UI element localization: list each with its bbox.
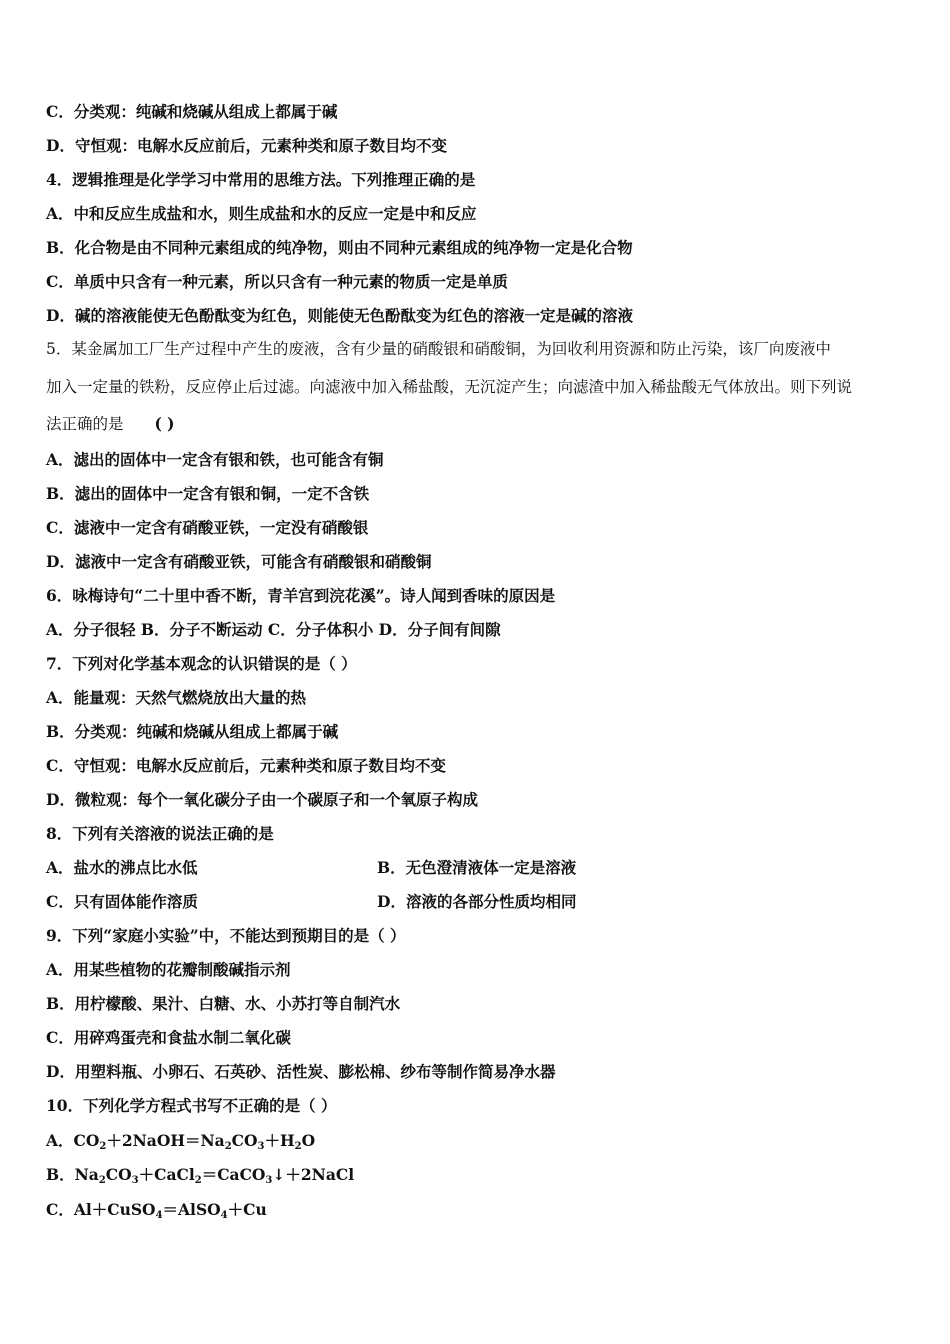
equation-term: ＋Cu [227, 1200, 267, 1219]
equation-term: CO [73, 1131, 100, 1150]
question-9-option-a: A．用某些植物的花瓣制酸碱指示剂 [46, 960, 291, 979]
question-8-option-d: D．溶液的各部分性质均相同 [377, 892, 577, 911]
equation-subscript: 2 [99, 1141, 107, 1152]
equation-subscript: 4 [155, 1210, 163, 1221]
question-10-option-c [46, 1200, 267, 1226]
equation-subscript: 4 [220, 1210, 228, 1221]
question-5-line-3 [46, 414, 175, 434]
equation-term: CO [105, 1165, 132, 1184]
equation-term: ＋2NaOH＝Na [106, 1131, 225, 1150]
question-10-option-b [46, 1165, 354, 1191]
question-9: 9．下列“家庭小实验”中，不能达到预期目的是（ ） [46, 926, 406, 945]
question-4-option-d: D．碱的溶液能使无色酚酞变为红色，则能使无色酚酞变为红色的溶液一定是碱的溶液 [46, 306, 633, 325]
option-a-label: A． [46, 1131, 74, 1150]
option-b-label: B． [46, 1165, 75, 1184]
question-6-options: A．分子很轻 B．分子不断运动 C．分子体积小 D．分子间有间隙 [46, 620, 501, 639]
question-5-option-b: B．滤出的固体中一定含有银和铜，一定不含铁 [46, 484, 370, 503]
question-10-option-a [46, 1131, 315, 1157]
question-5-option-d: D．滤液中一定含有硝酸亚铁，可能含有硝酸银和硝酸铜 [46, 552, 432, 571]
question-10: 10．下列化学方程式书写不正确的是（ ） [46, 1096, 337, 1115]
equation-term: CO [231, 1131, 258, 1150]
equation-subscript: 2 [224, 1141, 232, 1152]
option-d-conservation: D．守恒观：电解水反应前后，元素种类和原子数目均不变 [46, 136, 447, 155]
equation-subscript: 3 [131, 1175, 139, 1186]
question-4-option-a: A．中和反应生成盐和水，则生成盐和水的反应一定是中和反应 [46, 204, 477, 223]
question-7: 7．下列对化学基本观念的认识错误的是（ ） [46, 654, 357, 673]
equation-subscript: 2 [194, 1175, 202, 1186]
equation-subscript: 2 [98, 1175, 106, 1186]
equation-term: O [301, 1131, 316, 1150]
option-c-label: C． [46, 1200, 74, 1219]
equation-term: Na [74, 1165, 99, 1184]
equation-term: ＋CaCl [138, 1165, 195, 1184]
equation-subscript: 2 [294, 1141, 302, 1152]
equation-term: ＝CaCO [201, 1165, 266, 1184]
question-8-option-c: C．只有固体能作溶质 [46, 892, 198, 911]
equation-a [74, 1131, 316, 1150]
question-7-option-c: C．守恒观：电解水反应前后，元素种类和原子数目均不变 [46, 756, 446, 775]
question-5-option-a: A．滤出的固体中一定含有银和铁，也可能含有铜 [46, 450, 384, 469]
question-7-option-d: D．微粒观：每个一氧化碳分子由一个碳原子和一个氧原子构成 [46, 790, 478, 809]
question-5-line-2: 加入一定量的铁粉，反应停止后过滤。向滤液中加入稀盐酸，无沉淀产生；向滤渣中加入稀盐酸无气体放出。则下列说 [46, 378, 853, 396]
question-9-option-c: C．用碎鸡蛋壳和食盐水制二氧化碳 [46, 1028, 291, 1047]
question-8: 8．下列有关溶液的说法正确的是 [46, 824, 274, 843]
answer-paren: ( ) [154, 414, 175, 433]
equation-term: Al＋CuSO [73, 1200, 156, 1219]
question-6: 6．咏梅诗句“二十里中香不断，青羊宫到浣花溪”。诗人闻到香味的原因是 [46, 586, 556, 605]
question-7-option-a: A．能量观：天然气燃烧放出大量的热 [46, 688, 307, 707]
question-9-option-b: B．用柠檬酸、果汁、白糖、水、小苏打等自制汽水 [46, 994, 401, 1013]
question-4-option-b: B．化合物是由不同种元素组成的纯净物，则由不同种元素组成的纯净物一定是化合物 [46, 238, 633, 257]
question-4-option-c: C．单质中只含有一种元素，所以只含有一种元素的物质一定是单质 [46, 272, 508, 291]
question-5-option-c: C．滤液中一定含有硝酸亚铁，一定没有硝酸银 [46, 518, 369, 537]
equation-b [75, 1165, 354, 1184]
equation-term: ＋H [264, 1131, 295, 1150]
question-8-option-b: B．无色澄清液体一定是溶液 [377, 858, 577, 877]
question-5-line-3-text: 法正确的是 [46, 415, 124, 433]
equation-term: ↓＋2NaCl [272, 1165, 355, 1184]
option-c-classification: C．分类观：纯碱和烧碱从组成上都属于碱 [46, 102, 338, 121]
equation-term: ＝AlSO [162, 1200, 221, 1219]
equation-c [74, 1200, 267, 1219]
equation-subscript: 3 [265, 1175, 273, 1186]
equation-subscript: 3 [257, 1141, 265, 1152]
question-5-line-1: 5．某金属加工厂生产过程中产生的废液，含有少量的硝酸银和硝酸铜，为回收利用资源和防止污染，该厂向废液中 [46, 340, 831, 358]
question-4: 4．逻辑推理是化学学习中常用的思维方法。下列推理正确的是 [46, 170, 476, 189]
question-8-options-row-1 [46, 858, 198, 878]
question-9-option-d: D．用塑料瓶、小卵石、石英砂、活性炭、膨松棉、纱布等制作简易净水器 [46, 1062, 556, 1081]
question-8-option-a: A．盐水的沸点比水低 [46, 858, 198, 877]
question-7-option-b: B．分类观：纯碱和烧碱从组成上都属于碱 [46, 722, 339, 741]
